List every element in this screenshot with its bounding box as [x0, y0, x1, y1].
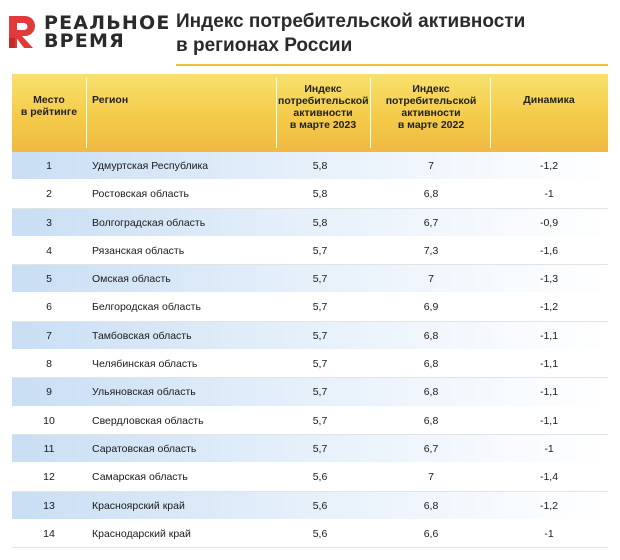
index-2022-cell: 6,8: [423, 358, 439, 371]
table-header-row: [12, 74, 608, 152]
dynamics-cell: -1,1: [539, 329, 559, 342]
logo-line-1: РЕАЛЬНОЕ: [44, 12, 171, 34]
region-cell: Краснодарский край: [92, 527, 191, 540]
rank-cell: 14: [43, 527, 55, 540]
region-cell: Ростовская область: [92, 188, 190, 201]
table-row: [12, 520, 608, 548]
table-row: [12, 322, 608, 350]
region-cell: Саратовская область: [92, 442, 197, 455]
region-cell: Белгородская область: [92, 301, 201, 314]
header-rank-line: в рейтинге: [20, 106, 78, 118]
region-cell: Волгоградская область: [92, 216, 206, 229]
header-index-2022-line: активности: [401, 107, 461, 119]
index-2023-cell: 5,7: [312, 442, 328, 455]
rank-cell: 10: [43, 414, 55, 427]
rank-cell: 1: [46, 160, 52, 172]
ranking-table: [12, 74, 608, 548]
region-cell: Ульяновская область: [92, 386, 196, 399]
rank-cell: 8: [46, 358, 52, 371]
rank-cell: 2: [46, 188, 52, 201]
index-2023-cell: 5,7: [312, 244, 328, 257]
region-cell: Рязанская область: [92, 244, 185, 257]
header-region: [92, 74, 272, 152]
rank-cell: 9: [46, 386, 52, 399]
index-2023-cell: 5,8: [312, 160, 328, 172]
index-2022-cell: 7: [428, 273, 434, 286]
dynamics-cell: -0,9: [539, 216, 559, 229]
region-cell: Самарская область: [92, 471, 188, 484]
rank-cell: 7: [46, 329, 52, 342]
logo-mark-icon: [6, 14, 38, 50]
header-index-2022: [372, 74, 490, 152]
dynamics-cell: -1,4: [539, 471, 559, 484]
table-row: [12, 378, 608, 406]
header-region-line: Регион: [92, 94, 129, 106]
rank-cell: 6: [46, 301, 52, 314]
dynamics-cell: -1: [544, 527, 554, 540]
dynamics-cell: -1,2: [539, 160, 559, 172]
header-divider: [86, 78, 87, 148]
index-2023-cell: 5,7: [312, 329, 328, 342]
table-row: [12, 492, 608, 520]
header-index-2022-line: потребительской: [385, 95, 477, 107]
header-index-2023: [278, 74, 368, 152]
index-2023-cell: 5,7: [312, 386, 328, 399]
table-body: [12, 152, 608, 548]
rank-cell: 5: [46, 273, 52, 286]
index-2023-cell: 5,7: [312, 301, 328, 314]
rank-cell: 12: [43, 471, 55, 484]
logo-wordmark: [44, 14, 171, 50]
index-2022-cell: 7,3: [423, 244, 439, 257]
index-2023-cell: 5,7: [312, 273, 328, 286]
header-index-2023-line: в марте 2023: [289, 119, 357, 131]
index-2023-cell: 5,6: [312, 499, 328, 512]
index-2022-cell: 7: [428, 471, 434, 484]
dynamics-cell: -1,2: [539, 499, 559, 512]
index-2022-cell: 6,8: [423, 499, 439, 512]
region-cell: Свердловская область: [92, 414, 204, 427]
title-line-1: Индекс потребительской активности: [176, 11, 526, 32]
table-row: [12, 152, 608, 180]
header-index-2023-line: активности: [293, 107, 353, 119]
header-dynamics-line: Динамика: [523, 94, 575, 106]
dynamics-cell: -1,1: [539, 414, 559, 427]
table-row: [12, 463, 608, 491]
table-row: [12, 265, 608, 293]
index-2022-cell: 6,8: [423, 414, 439, 427]
table-row: [12, 293, 608, 321]
dynamics-cell: -1,1: [539, 358, 559, 371]
index-2023-cell: 5,8: [312, 216, 328, 229]
dynamics-cell: -1,2: [539, 301, 559, 314]
header-divider: [276, 78, 277, 148]
index-2022-cell: 6,8: [423, 386, 439, 399]
rank-cell: 4: [46, 244, 52, 257]
dynamics-cell: -1: [544, 442, 554, 455]
dynamics-cell: -1,1: [539, 386, 559, 399]
header-index-2023-line: потребительской: [278, 95, 369, 107]
index-2023-cell: 5,7: [312, 414, 328, 427]
table-row: [12, 407, 608, 435]
index-2022-cell: 6,8: [423, 329, 439, 342]
header-rank-line: Место: [33, 94, 65, 106]
table-row: [12, 209, 608, 237]
logo[interactable]: [6, 12, 171, 54]
header-rank: [12, 74, 86, 152]
page-header: [0, 0, 620, 64]
table-row: [12, 350, 608, 378]
dynamics-cell: -1,3: [539, 273, 559, 286]
index-2023-cell: 5,8: [312, 188, 328, 201]
table-row: [12, 237, 608, 265]
rank-cell: 3: [46, 216, 52, 229]
table-row: [12, 180, 608, 208]
rank-cell: 13: [43, 499, 55, 512]
region-cell: Удмуртская Республика: [92, 160, 209, 172]
title-divider: [176, 64, 608, 66]
region-cell: Красноярский край: [92, 499, 185, 512]
page-title: [176, 10, 606, 58]
region-cell: Тамбовская область: [92, 329, 192, 342]
header-index-2022-line: Индекс: [412, 83, 450, 95]
header-divider: [370, 78, 371, 148]
header-index-2023-line: Индекс: [304, 83, 342, 95]
logo-line-2: ВРЕМЯ: [44, 30, 125, 52]
index-2023-cell: 5,6: [312, 527, 328, 540]
region-cell: Омская область: [92, 273, 171, 286]
index-2022-cell: 6,7: [423, 442, 439, 455]
region-cell: Челябинская область: [92, 358, 198, 371]
index-2022-cell: 7: [428, 160, 434, 172]
index-2022-cell: 6,7: [423, 216, 439, 229]
index-2023-cell: 5,7: [312, 358, 328, 371]
dynamics-cell: -1,6: [539, 244, 559, 257]
index-2022-cell: 6,6: [423, 527, 439, 540]
title-line-2: в регионах России: [176, 35, 353, 56]
table-row: [12, 435, 608, 463]
dynamics-cell: -1: [544, 188, 554, 201]
index-2022-cell: 6,9: [423, 301, 439, 314]
rank-cell: 11: [43, 442, 55, 455]
index-2023-cell: 5,6: [312, 471, 328, 484]
header-index-2022-line: в марте 2022: [397, 119, 465, 131]
header-dynamics: [490, 74, 608, 152]
index-2022-cell: 6,8: [423, 188, 439, 201]
